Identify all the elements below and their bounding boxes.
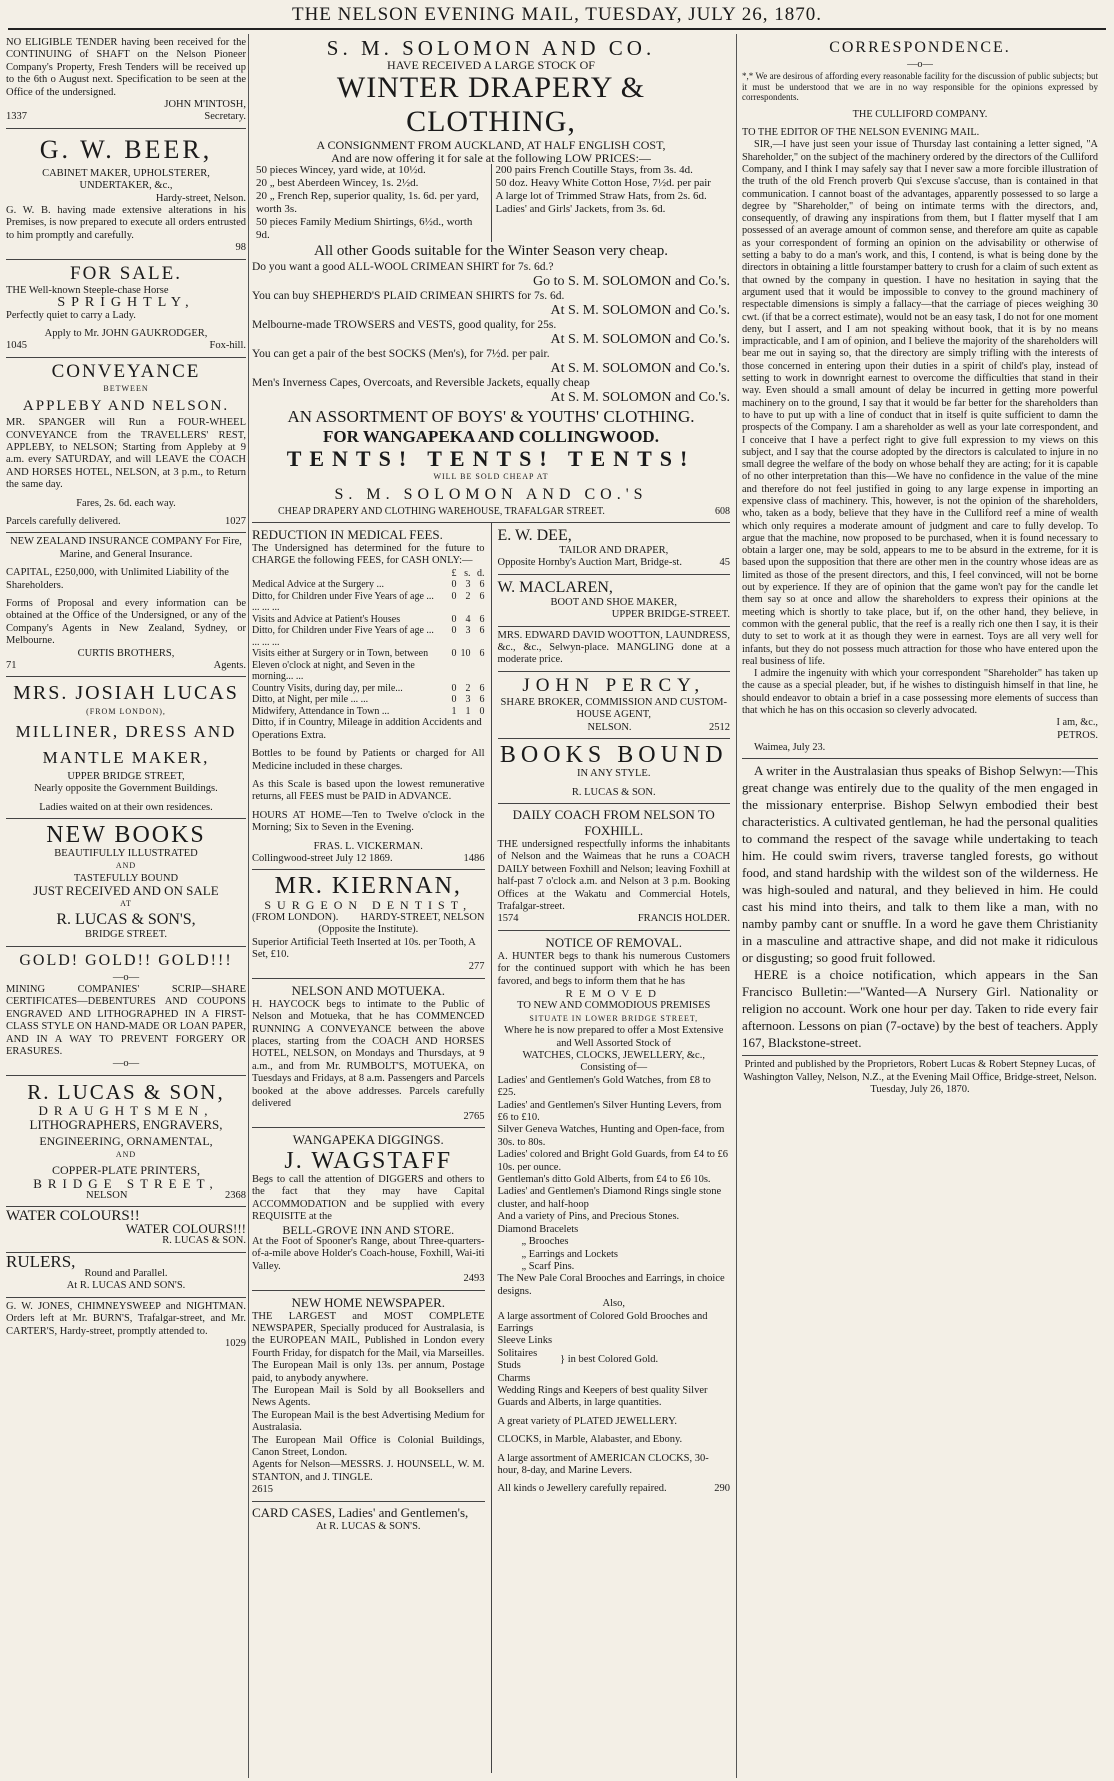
diggings-name: J. WAGSTAFF	[284, 1147, 453, 1174]
removal-ad	[498, 931, 731, 1500]
insurance-text: Forms of Proposal and every information can be obtained at the Office of the Undersigned, or any of the Company's Agents in New Zealand, Sydney, or Melbourne.	[6, 598, 246, 647]
percy-ad	[498, 672, 731, 739]
correspondence-note: *,* We are desirous of affording every reasonable facility for the discussion of public subjects; but it must be understood that we are in no way responsible for the opinions expressed by correspondents.	[742, 71, 1098, 103]
solomon-question: Men's Inverness Capes, Overcoats, and Reversible Jackets, equally cheap	[252, 377, 590, 390]
beer-address: Hardy-street, Nelson.	[155, 192, 246, 204]
solomon-goods: All other Goods suitable for the Winter Season very cheap.	[313, 243, 669, 260]
fees-unit: £	[451, 567, 457, 579]
column-rule	[736, 34, 737, 1778]
books-ad	[6, 819, 246, 946]
tender-ad	[6, 34, 246, 129]
insurance-title: NEW ZEALAND INSURANCE COMPANY For Fire, Marine, and General Insurance.	[10, 536, 242, 560]
lucas-son-line: NELSON	[86, 1189, 128, 1201]
ad-number: 1045	[6, 340, 27, 352]
fees-row: Ditto, for Children under Five Years of age ... ... ... ... 0 3 6	[252, 625, 485, 648]
solomon-cheap: WILL BE SOLD CHEAP AT	[433, 472, 549, 482]
lucas-son-line: DRAUGHTSMEN,	[38, 1102, 214, 1118]
letter-signer: PETROS.	[1057, 729, 1098, 741]
removal-situate: SITUATE IN LOWER BRIDGE STREET,	[529, 1013, 699, 1023]
solomon-warehouse: CHEAP DRAPERY AND CLOTHING WAREHOUSE, TRAFALGAR STREET.	[278, 505, 605, 517]
fees-address: Collingwood-street July 12 1869.	[252, 853, 393, 864]
tender-role: Secretary.	[204, 111, 246, 123]
books-bound-sub: IN ANY STYLE.	[577, 768, 651, 780]
card-cases-ad	[252, 1502, 485, 1537]
solomon-question: You can buy SHEPHERD'S PLAID CRIMEAN SHIRTS for 7s. 6d.	[252, 290, 565, 303]
gold-ad	[6, 947, 246, 1076]
solomon-ad	[252, 34, 730, 523]
solomon-answer: At S. M. SOLOMON and Co.'s.	[550, 361, 730, 377]
kiernan-name: MR. KIERNAN,	[274, 873, 462, 900]
ad-number: 608	[715, 505, 730, 517]
lucas-son-line: ENGINEERING, ORNAMENTAL,	[39, 1134, 213, 1149]
removal-repaired: All kinds o Jewellery carefully repaired.	[497, 1483, 667, 1495]
rulers-line: At R. LUCAS AND SON'S.	[66, 1280, 186, 1292]
removal-consisting: Consisting of—	[580, 1062, 648, 1074]
correspondence	[742, 34, 1098, 759]
kiernan-opposite: (Opposite the Institute).	[318, 924, 419, 936]
gold-title: GOLD! GOLD!! GOLD!!!	[19, 951, 233, 969]
fees-row: Country Visits, during day, per mile... 0 2 6	[252, 682, 485, 694]
millinery-address: UPPER BRIDGE STREET,	[67, 770, 185, 782]
removal-group-item: Sleeve Links	[497, 1335, 553, 1347]
newspaper-para: The European Mail is only 13s. per annum, Postage paid, to anybody anywhere.	[252, 1360, 485, 1384]
millinery-name: MRS. JOSIAH LUCAS	[13, 682, 239, 705]
conveyance-route: APPLEBY AND NELSON.	[22, 398, 230, 415]
insurance-signer: CURTIS BROTHERS,	[77, 647, 175, 659]
water-line: WATER COLOURS!!	[6, 1208, 140, 1225]
books-and: AND	[115, 861, 137, 871]
solomon-name: S. M. SOLOMON AND CO.	[326, 36, 656, 60]
selwyn-item	[742, 759, 1098, 1056]
fees-hours: HOURS AT HOME—Ten to Twelve o'clock in the Morning; Six to Seven in the Evening.	[252, 809, 485, 834]
divider-mark: —o—	[112, 1058, 140, 1070]
millinery-from: (FROM LONDON),	[86, 707, 166, 717]
books-line: BRIDGE STREET.	[84, 929, 168, 941]
wootton-ad	[498, 627, 731, 672]
ad-number: 1027	[225, 515, 246, 527]
sale-ad	[6, 260, 246, 358]
divider-mark: —o—	[907, 59, 933, 70]
column-right	[742, 34, 1098, 1778]
books-bound-ad	[498, 739, 731, 804]
ad-number: 1574	[497, 913, 519, 925]
newspaper-title: NEW HOME NEWSPAPER.	[291, 1294, 445, 1310]
conveyance-title: CONVEYANCE	[51, 360, 201, 382]
maclaren-name: W. MACLAREN,	[497, 578, 613, 596]
maclaren-address: UPPER BRIDGE-STREET.	[611, 609, 730, 621]
removal-item: Ladies' and Gentlemen's Silver Hunting Levers, from £6 to £10.	[497, 1099, 722, 1124]
newspaper-para: THE LARGEST and MOST COMPLETE NEWSPAPER, Specially produced for Australasia, is the EUROPEAN MAIL, Published in London every Fourth Friday, for dispatch for the Mail, via Marseilles.	[252, 1310, 485, 1359]
millinery-note: Ladies waited on at their own residences.	[39, 801, 213, 813]
millinery-ad	[6, 677, 246, 819]
coach-text: THE undersigned respectfully informs the inhabitants of Nelson and the Waimeas that he runs a COACH DAILY between Foxhill and Nelson; leaving Foxhill at half-past 7 o'clock a.m. and Nelson at 3 p.m. Booking Offices at the Wakatu and Commercial Hotels, Trafalgar-street.	[497, 838, 730, 912]
diggings-ad	[252, 1128, 485, 1291]
insurance-role: Agents.	[213, 660, 246, 672]
removal-plated: A great variety of PLATED JEWELLERY.	[497, 1415, 677, 1427]
fees-signer: FRAS. L. VICKERMAN.	[313, 840, 423, 852]
percy-trade: SHARE BROKER, COMMISSION AND CUSTOM-HOUSE AGENT,	[500, 696, 727, 721]
fees-row: Midwifery, Attendance in Town ... 1 1 0	[252, 705, 485, 717]
lucas-son-ad	[6, 1076, 246, 1208]
divider-mark: —o—	[112, 971, 140, 983]
removal-item: „ Brooches	[521, 1236, 569, 1248]
removal-item: Diamond Bracelets	[497, 1223, 579, 1235]
jones-ad	[6, 1298, 246, 1355]
conveyance-fares: Fares, 2s. 6d. each way.	[76, 497, 176, 509]
maclaren-trade: BOOT AND SHOE MAKER,	[550, 596, 677, 608]
conveyance-between: BETWEEN	[103, 383, 149, 393]
solomon-question: You can get a pair of the best SOCKS (Men's), for 7½d. per pair.	[252, 348, 550, 361]
ad-number: 290	[714, 1483, 730, 1495]
price-line: 50 doz. Heavy White Cotton Hose, 7½d. per pair	[495, 177, 711, 190]
maclaren-ad	[498, 575, 731, 627]
fees-bottles: Bottles to be found by Patients or charged for All Medicine included in these charges.	[252, 748, 485, 772]
fees-scale: As this Scale is based upon the lowest remunerative returns, all FEES must be PAID in ADVANCE.	[252, 778, 485, 803]
fees-intro: The Undersigned has determined for the future to CHARGE the following FEES, for CASH ONLY:—	[252, 543, 485, 567]
removal-wedding: Wedding Rings and Keepers of best quality Silver Guards and Alberts, in large quantities.	[497, 1384, 708, 1409]
price-line: Ladies' and Girls' Jackets, from 3s. 6d.	[495, 203, 666, 216]
solomon-prices-right	[492, 164, 731, 242]
kiernan-address: HARDY-STREET, NELSON	[360, 911, 485, 923]
price-line: 20 „ best Aberdeen Wincey, 1s. 2½d.	[256, 177, 419, 190]
fees-row: Ditto, for Children under Five Years of age ... ... ... ... 0 2 6	[252, 590, 485, 614]
beer-name: G. W. BEER,	[39, 134, 213, 164]
sale-line: Perfectly quiet to carry a Lady.	[6, 309, 136, 321]
imprint	[742, 1056, 1098, 1100]
correspondence-to: TO THE EDITOR OF THE NELSON EVENING MAIL.	[742, 127, 980, 139]
ad-number: 2368	[225, 1189, 246, 1201]
fees-row: Visits and Advice at Patient's Houses 0 4 6	[252, 613, 485, 625]
removal-to: TO NEW AND COMMODIOUS PREMISES	[517, 1000, 711, 1012]
newspaper-para: The European Mail is the best Advertising Medium for Australasia.	[252, 1409, 485, 1434]
books-bound-title: BOOKS BOUND	[499, 742, 728, 769]
rulers-line: Round and Parallel.	[84, 1268, 168, 1279]
rulers-title: RULERS,	[6, 1251, 76, 1271]
coach-ad	[498, 804, 731, 931]
books-at: AT	[120, 898, 132, 908]
kiernan-text: Superior Artificial Teeth Inserted at 10s. per Tooth, A Set, £10.	[252, 936, 476, 961]
motueka-title: NELSON AND MOTUEKA.	[291, 982, 445, 998]
price-line: A large lot of Trimmed Straw Hats, from 2s. 6d.	[495, 190, 707, 203]
removal-item: Ladies' colored and Bright Gold Guards, from £4 to £6 10s. per ounce.	[497, 1149, 729, 1173]
water-line: R. LUCAS & SON.	[162, 1235, 246, 1247]
conveyance-parcels: Parcels carefully delivered.	[6, 515, 121, 527]
fees-table	[252, 568, 485, 718]
removal-item: Silver Geneva Watches, Hunting and Open-face, from 30s. to 80s.	[497, 1124, 725, 1148]
solomon-sub: HAVE RECEIVED A LARGE STOCK OF	[387, 58, 595, 72]
removal-item: Gentleman's ditto Gold Alberts, from £4 to £6 10s.	[497, 1174, 711, 1186]
solomon-boys: AN ASSORTMENT OF BOYS' & YOUTHS' CLOTHING.	[287, 407, 695, 427]
lucas-son-line: LITHOGRAPHERS, ENGRAVERS,	[29, 1117, 223, 1133]
column-rule	[248, 34, 249, 1778]
coach-title: DAILY COACH FROM NELSON TO FOXHILL.	[512, 806, 715, 838]
removal-group-note: } in best Colored Gold.	[560, 1353, 659, 1365]
newspaper-agents: Agents for Nelson—MESSRS. J. HOUNSELL, W. M. STANTON, and J. TINGLE.	[252, 1459, 485, 1483]
books-line: R. LUCAS & SON'S,	[56, 911, 196, 929]
removal-title: NOTICE OF REMOVAL.	[545, 934, 683, 950]
removal-where: Where he is now prepared to offer a Most Extensive and Well Assorted Stock of	[504, 1025, 724, 1049]
millinery-trade: MILLINER, DRESS AND MANTLE MAKER,	[15, 721, 237, 767]
removal-also: Also,	[602, 1298, 625, 1310]
column-middle	[252, 34, 730, 1778]
tender-signer: JOHN M'INTOSH,	[164, 99, 246, 111]
sale-apply: Apply to Mr. JOHN GAUKRODGER,	[44, 327, 208, 339]
newspaper-para: The European Mail Office is Colonial Buildings, Canon Street, London.	[252, 1434, 485, 1459]
letter-body: I admire the ingenuity with which your correspondent "Shareholder" has taken up the cause as a special pleader, but, if he wishes to distinguish himself in that line, he should endeavor to obtain a brief in a case possessing more elements of success than that which he has on this occasion so cleverly advocated.	[742, 668, 1098, 717]
diggings-inn: BELL-GROVE INN AND STORE.	[282, 1222, 455, 1237]
ad-number: 71	[6, 660, 17, 672]
removal-group-item: Charms	[497, 1372, 531, 1384]
dee-trade: TAILOR AND DRAPER,	[559, 545, 669, 557]
solomon-tents: TENTS! TENTS! TENTS!	[286, 446, 696, 472]
dee-name: E. W. DEE,	[497, 527, 572, 545]
percy-name: JOHN PERCY,	[522, 674, 706, 696]
diggings-text: Begs to call the attention of DIGGERS and others to the fact that they may have Capital ACCOMMODATION and be supplied with every REQUISITE at the	[252, 1173, 485, 1223]
solomon-answer: Go to S. M. SOLOMON and Co.'s.	[533, 274, 730, 290]
fees-row: Ditto, at Night, per mile ... ... 0 3 6	[252, 694, 485, 706]
kiernan-from: (FROM LONDON).	[252, 911, 339, 923]
insurance-capital: CAPITAL, £250,000, with Unlimited Liability of the Shareholders.	[6, 567, 229, 591]
masthead: THE NELSON EVENING MAIL, TUESDAY, JULY 26, 1870.	[8, 4, 1106, 30]
dee-ad	[498, 523, 731, 575]
water-line: WATER COLOURS!!!	[125, 1220, 246, 1236]
lucas-son-line: BRIDGE STREET,	[33, 1175, 219, 1191]
middle-lower	[252, 523, 730, 1773]
removal-clocks: CLOCKS, in Marble, Alabaster, and Ebony.	[497, 1434, 683, 1446]
fees-unit: d.	[477, 567, 485, 579]
diggings-title: WANGAPEKA DIGGINGS.	[292, 1131, 444, 1147]
letter-closing: I am, &c.,	[1056, 717, 1098, 729]
books-line: TASTEFULLY BOUND	[73, 872, 179, 884]
sale-title: FOR SALE.	[70, 262, 182, 284]
ad-number: 2493	[463, 1273, 485, 1285]
nursery-text: HERE is a choice notification, which appears in the San Francisco Bulletin:—"Wanted—A Nursery Girl. Nationality or religion no account. Work one hour per day. Taken to ride every fair afternoon. Lessons on pian (7-octave) by the best of teachers. Apply 167, Blackstone-street.	[742, 967, 1098, 1051]
solomon-question: Do you want a good ALL-WOOL CRIMEAN SHIRT for 7s. 6d.?	[252, 261, 554, 274]
newspaper-para: The European Mail is Sold by all Booksellers and News Agents.	[252, 1385, 485, 1409]
removal-item: „ Scarf Pins.	[521, 1260, 575, 1272]
fees-unit: s.	[464, 567, 471, 579]
ad-number: 2765	[463, 1110, 485, 1122]
removal-item: „ Earrings and Lockets	[521, 1248, 619, 1260]
lucas-son-name: R. LUCAS & SON,	[27, 1079, 225, 1104]
motueka-text: H. HAYCOCK begs to intimate to the Public of Nelson and Motueka, that he has COMMENCED RUNNING A CONVEYANCE between the above places, starting from the COACH AND HORSES HOTEL, NELSON, on Mondays and Thursdays, at 9 a.m., and from Mr. RUMBOLT'S, MOTUEKA, on Tuesdays and Fridays, at 8 a.m. Passengers and Parcels booked at the above addresses. Parcels carefully delivered	[252, 998, 485, 1110]
removal-assort: A large assortment of Colored Gold Brooches and Earrings	[497, 1310, 708, 1334]
solomon-headline: WINTER DRAPERY & CLOTHING,	[336, 71, 646, 139]
books-line: JUST RECEIVED AND ON SALE	[33, 883, 219, 899]
price-line: 50 pieces Wincey, yard wide, at 10½d.	[256, 164, 426, 177]
beer-text: G. W. B. having made extensive alterations in his Premises, is now prepared to execute all orders entrusted to him promptly and carefully.	[6, 205, 246, 241]
card-cases-at: At R. LUCAS & SON'S.	[315, 1520, 421, 1532]
price-line: 20 „ French Rep, superior quality, 1s. 6d. per yard, worth 3s.	[256, 190, 479, 216]
wootton-text: MRS. EDWARD DAVID WOOTTON, LAUNDRESS, &c., &c., Selwyn-place. MANGLING done at a moderate price.	[497, 629, 730, 666]
removal-item: The New Pale Coral Brooches and Earrings, in choice designs.	[497, 1273, 725, 1297]
books-title: NEW BOOKS	[46, 822, 206, 849]
beer-trade: CABINET MAKER, UPHOLSTERER, UNDERTAKER, &c.,	[42, 167, 210, 192]
ad-number: 1486	[463, 853, 485, 864]
beer-ad	[6, 129, 246, 260]
solomon-consign: A CONSIGNMENT FROM AUCKLAND, AT HALF ENGLISH COST,	[316, 138, 666, 153]
books-bound-who: R. LUCAS & SON.	[571, 786, 656, 798]
coach-signer: FRANCIS HOLDER.	[637, 913, 730, 925]
kiernan-ad	[252, 870, 485, 978]
insurance-ad	[6, 533, 246, 677]
ad-number: 277	[468, 961, 485, 973]
fees-title: REDUCTION IN MEDICAL FEES.	[252, 527, 443, 543]
fees-ditto: Ditto, if in Country, Mileage in addition Accidents and Operations Extra.	[252, 717, 482, 741]
card-cases-text: CARD CASES, Ladies' and Gentlemen's,	[252, 1504, 469, 1520]
removal-group-item: Solitaires	[497, 1347, 538, 1359]
sale-horse: SPRIGHTLY,	[57, 295, 195, 311]
removal-item: Ladies' and Gentlemen's Gold Watches, from £8 to £25.	[497, 1074, 711, 1099]
lucas-son-line: COPPER-PLATE PRINTERS,	[51, 1162, 201, 1177]
sale-place: Fox-hill.	[209, 340, 246, 352]
percy-address: NELSON.	[587, 721, 632, 733]
removal-item: And a variety of Pins, and Precious Stones.	[497, 1211, 680, 1223]
ad-number: 2615	[252, 1484, 273, 1496]
ad-number: 2512	[709, 721, 730, 733]
jones-text: G. W. JONES, CHIMNEYSWEEP and NIGHTMAN. Orders left at Mr. BURN'S, Trafalgar-street, and Mr. CARTER'S, Hardy-street, promptly attended to.	[6, 1300, 246, 1337]
gold-text: MINING COMPANIES' SCRIP—SHARE CERTIFICATES—DEBENTURES AND COUPONS ENGRAVED AND LITHOGRAPHED IN A FIRST-CLASS STYLE ON HAND-MADE OR LOAN PAPER, AND IN A WAY TO PREVENT FORGERY OR ERASURES.	[6, 983, 246, 1057]
removal-removed: REMOVED	[565, 987, 662, 1000]
newspaper-ad	[252, 1291, 485, 1502]
imprint-text: Printed and published by the Proprietors, Robert Lucas & Robert Stepney Lucas, of Washington Valley, Nelson, N.Z., at the Evening Mail Office, Bridge-street, Nelson. Tuesday, July 26, 1870.	[743, 1059, 1097, 1096]
sale-line: THE Well-known Steeple-chase Horse	[6, 284, 169, 296]
diggings-location: At the Foot of Spooner's Range, about Three-quarters-of-a-mile above Holder's Coach-house, Foxhill, Wai-iti Valley.	[252, 1235, 485, 1272]
solomon-wangapeka: FOR WANGAPEKA AND COLLINGWOOD.	[323, 427, 659, 447]
water-colours-ad	[6, 1207, 246, 1252]
fees-ad	[252, 523, 485, 870]
dee-address: Opposite Hornby's Auction Mart, Bridge-st.	[497, 557, 682, 569]
ad-number: 1337	[6, 111, 27, 123]
solomon-answer: At S. M. SOLOMON and Co.'s.	[550, 390, 730, 406]
price-line: 200 pairs French Coutille Stays, from 3s. 4d.	[495, 164, 693, 177]
solomon-name2: S. M. SOLOMON AND CO.'S	[334, 485, 648, 503]
solomon-question: Melbourne-made TROWSERS and VESTS, good quality, for 25s.	[252, 319, 557, 332]
price-line: 50 pieces Family Medium Shirtings, 6½d., worth 9d.	[256, 216, 473, 242]
solomon-offer: And are now offering it for sale at the following LOW PRICES:—	[331, 150, 651, 165]
removal-group-item: Studs	[497, 1360, 521, 1372]
removal-american: A large assortment of AMERICAN CLOCKS, 30-hour, 8-day, and Marine Levers.	[497, 1452, 709, 1476]
removal-item: Ladies' and Gentlemen's Diamond Rings single stone cluster, and half-hoop	[497, 1186, 722, 1210]
selwyn-text: A writer in the Australasian thus speaks of Bishop Selwyn:—This great change was entirely due to the quality of the men engaged in the missionary enterprise. Bishop Selwyn embodied their best characteristics. A cultivated gentleman, he had the personal qualities to command the respect of the savage while undertaking to teach him. He could swim rivers, traverse tangled forests, go without food, and stand hardship with the wildest son of the wilderness. He was high-souled and natural, and they believed in him. He could cast his mind into theirs, and talk to them like a man, with no namby pamby cant or snuffle. In a word he gave them Christianity in a masculine and attractive shape, and did not make it ridiculous or disgusting; so good fruit followed.	[742, 763, 1098, 966]
kiernan-trade: SURGEON DENTIST,	[264, 898, 473, 913]
solomon-answer: At S. M. SOLOMON and Co.'s.	[550, 332, 730, 348]
removal-text: A. HUNTER begs to thank his numerous Customers for the continued support with which he has been favored, and begs to inform them that he has	[497, 950, 730, 987]
ad-number: 1029	[225, 1338, 246, 1350]
lucas-son-and: AND	[115, 1150, 137, 1160]
ad-number: 98	[235, 242, 246, 254]
solomon-answer: At S. M. SOLOMON and Co.'s.	[550, 303, 730, 319]
conveyance-text: MR. SPANGER will Run a FOUR-WHEEL CONVEYANCE from the TRAVELLERS' REST, APPLEBY, to NELSON; Starting from Appleby at 9 a.m. every SATURDAY, and will LEAVE the COACH AND HORSES HOTEL, NELSON, at 3 p.m., to Return the same day.	[6, 417, 246, 491]
rulers-ad	[6, 1253, 246, 1298]
removal-stock: WATCHES, CLOCKS, JEWELLERY, &c.,	[522, 1050, 705, 1061]
books-line: BEAUTIFULLY ILLUSTRATED	[54, 848, 198, 860]
column-left	[6, 34, 246, 1778]
motueka-ad	[252, 979, 485, 1128]
letter-place: Waimea, July 23.	[754, 741, 826, 753]
ad-number: 45	[719, 557, 730, 569]
conveyance-ad	[6, 358, 246, 534]
correspondence-title: CORRESPONDENCE.	[829, 39, 1011, 56]
fees-row: Visits either at Surgery or in Town, between Eleven o'clock at night, and Seven in the morning... ... 0 10 6	[252, 648, 485, 683]
letter-body: SIR,—I have just seen your issue of Thursday last containing a letter signed, "A Shareholder," on the subject of the machinery ordered by the directors of the Culliford Company, and I think I may safely say that I never saw a more forcible illustration of the truth of the old French proverb Qui s'excuse s'accuse, than is contained in that communication. I cannot boast of the advantages, apparently possessed to so large a degree by "Shareholder," of being on intimate terms with the directors, and, consequently, of drawing any inspirations from them, but I flatter myself that I am possessed of an average amount of common sense, and therefore am quite as capable as your correspondent of forming an opinion on the advisability or otherwise of setting a baby to do a man's work, and this, I contend, is what is being done by the directors in obtaining a little fourstamper battery to crush for a claim of such extent as that owned by the company in question. I have no hesitation in saying that the argument used that it would be impossible to convey to the ground machinery of respectable dimensions is simply a fallacy—that the carriage of pieces weighing 30 cwt. (if that be a correct estimate), would not be an easy task, I do not for one moment deny, but I assert, and I am not speaking without book, that it is by no means impracticable, and I am of opinion, and I believe the majority of the shareholders will bear me out in saying so, that the directory are simply trifling with the interests of those concerned in entering upon their duties in a spirit of child's play, instead of setting to work in downright earnest to overcome the difficulties that stand in their way. Even should a small amount of delay be incurred in getting more powerful machinery on to the ground, I say that it would be far better for the shareholders than to have to put up with a line of conduct that in itself is quite sufficient to damn the prospects of the Company. I am a shareholder as well as your late correspondent, and I conceive that I have a perfect right to give full expression to my views on this subject, and I say that the course adopted by the directors is calculated to injure in no small degree the welfare of the body on whose behalf they are acting; for it is capable of no other interpretation than this—We have no confidence in the value of the mine and therefore do not feel justified in going to any large expense in importing an expensive class of machinery. This, however, is not the opinion of the shareholders, who, taken as a body, believe that they have in the Culliford reef a mine of wealth which only requires a moderate amount of judgment and care to fully develop. To argue that the machine, now proposed to be purchased, when it is found necessary to obtain a larger one, may be sold, appears to me to be absurd in the extreme, for it is based upon the supposition that there are other men in the country whose ideas are as limited as those of the present directors, and this, I feel convinced, will not be borne out by experience. If they are of opinion that the game won't pay for the candle let them say so at once and allow the shareholders to express their opinions at the meeting which is shortly to take place, but if, on the other hand, they believe, in common with the general public, that the reef is a really rich one then I say, it is their duty to set to work at it as though they were in earnest. Toys are all very well for infants, but they do not possess much attraction for those who have entered upon the real business of life.	[742, 139, 1098, 667]
tender-text: NO ELIGIBLE TENDER having been received for the CONTINUING of SHAFT on the Nelson Pioneer Company's Property, Fresh Tenders will be received up to the 6th o August next. Specification to be seen at the Office of the undersigned.	[6, 37, 246, 98]
millinery-near: Nearly opposite the Government Buildings.	[34, 783, 218, 795]
correspondence-company: THE CULLIFORD COMPANY.	[852, 108, 988, 120]
solomon-prices-left	[252, 164, 492, 242]
fees-row: Medical Advice at the Surgery ... 0 3 6	[252, 579, 485, 591]
